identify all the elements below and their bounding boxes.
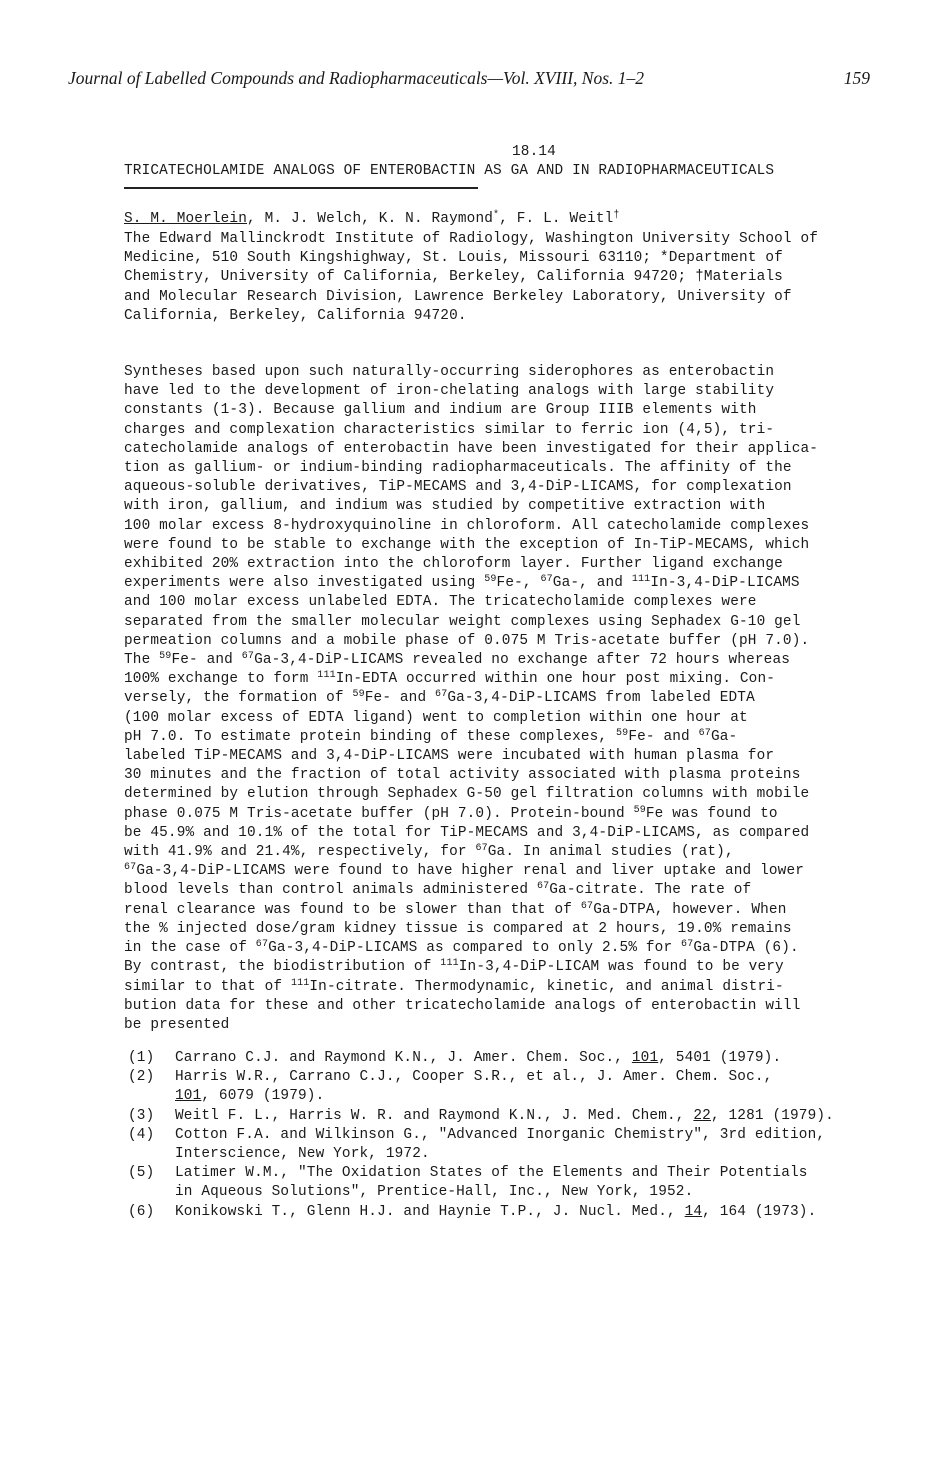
- reference-number: (2): [128, 1069, 155, 1086]
- reference-item: [128, 1164, 908, 1202]
- body-line: Syntheses based upon such naturally-occurring siderophores as enterobactin: [124, 364, 775, 380]
- body-line: have led to the development of iron-chelating analogs with large stability: [124, 383, 775, 400]
- text-run: In-3,4-DiP-LICAMS: [650, 575, 800, 592]
- reference-item: [128, 1107, 908, 1126]
- page-number: 159: [843, 68, 870, 88]
- text-run: Ga-: [710, 728, 738, 745]
- body-line: [124, 689, 904, 708]
- text-run: Weitl F. L., Harris W. R. and Raymond K.N., J. Med. Chem.,: [175, 1107, 694, 1124]
- reference-item: [128, 1068, 908, 1106]
- body-line: be presented: [124, 1016, 230, 1033]
- text-run: Ga-3,4-DiP-LICAMS were found to have higher renal and liver uptake and lower: [136, 863, 805, 880]
- affiliation-line: Chemistry, University of California, Berkeley, California 94720; †Materials: [124, 269, 783, 286]
- isotope-fe: 59: [484, 574, 497, 586]
- text-run: experiments were also investigated using: [124, 575, 485, 592]
- reference-line: Cotton F.A. and Wilkinson G., "Advanced Inorganic Chemistry", 3rd edition,: [175, 1126, 826, 1143]
- body-line: catecholamide analogs of enterobactin have been investigated for their applica-: [124, 440, 819, 457]
- body-line: with iron, gallium, and indium was studied by competitive extraction with: [124, 498, 766, 515]
- body-line: [124, 958, 904, 977]
- authors-last: , F. L. Weitl: [499, 211, 614, 227]
- journal-title: Journal of Labelled Compounds and Radiopharmaceuticals—Vol. XVIII, Nos. 1–2: [68, 68, 645, 88]
- reference-number: (5): [128, 1165, 155, 1182]
- text-run: pH 7.0. To estimate protein binding of these complexes,: [124, 728, 617, 745]
- reference-line: [175, 1203, 908, 1222]
- abstract-number: 18.14: [512, 144, 556, 160]
- body-line: tion as gallium- or indium-binding radiopharmaceuticals. The affinity of the: [124, 460, 792, 477]
- isotope-ga: 67: [475, 843, 488, 855]
- body-line: [124, 670, 904, 689]
- body-line: [124, 805, 904, 824]
- isotope-ga: 67: [124, 862, 137, 874]
- text-run: In-3,4-DiP-LICAM was found to be very: [458, 959, 784, 976]
- body-line: be 45.9% and 10.1% of the total for TiP-MECAMS and 3,4-DiP-LICAMS, as compared: [124, 824, 810, 841]
- author-star: *: [493, 210, 500, 221]
- reference-number: (4): [128, 1126, 155, 1143]
- text-run: Ga. In animal studies (rat),: [487, 844, 734, 861]
- text-run: The: [124, 652, 160, 669]
- text-run: By contrast, the biodistribution of: [124, 959, 441, 976]
- body-line: determined by elution through Sephadex G-50 gel filtration columns with mobile: [124, 786, 810, 803]
- reference-item: [128, 1203, 908, 1222]
- body-line: were found to be stable to exchange with the exception of In-TiP-MECAMS, which: [124, 536, 810, 553]
- text-run: with 41.9% and 21.4%, respectively, for: [124, 844, 476, 861]
- affiliation-line: California, Berkeley, California 94720.: [124, 307, 467, 324]
- reference-item: [128, 1126, 908, 1164]
- text-run: , 6079 (1979).: [201, 1088, 325, 1105]
- affiliation-line: Medicine, 510 South Kingshighway, St. Louis, Missouri 63110; *Department of: [124, 250, 783, 267]
- isotope-ga: 67: [435, 689, 448, 701]
- isotope-ga: 67: [536, 881, 550, 893]
- text-run: , 164 (1973).: [702, 1203, 817, 1220]
- reference-item: [128, 1049, 908, 1068]
- text-run: Ga-3,4-DiP-LICAMS revealed no exchange after 72 hours whereas: [254, 652, 791, 669]
- reference-line: Latimer W.M., "The Oxidation States of the Elements and Their Potentials: [175, 1165, 808, 1182]
- isotope-ga: 67: [681, 939, 694, 951]
- text-run: , 1281 (1979).: [710, 1107, 834, 1124]
- reference-list: [128, 1049, 908, 1222]
- text-run: Fe- and: [171, 652, 242, 669]
- isotope-ga: 67: [540, 574, 553, 586]
- body-line: charges and complexation characteristics similar to ferric ion (4,5), tri-: [124, 421, 775, 438]
- text-run: Ga-DTPA (6).: [693, 940, 799, 957]
- body-line: and 100 molar excess unlabeled EDTA. The tricatecholamide complexes were: [124, 594, 757, 611]
- isotope-in: 111: [317, 670, 336, 682]
- running-header: [68, 68, 870, 98]
- text-run: In-citrate. Thermodynamic, kinetic, and animal distri-: [309, 978, 784, 995]
- text-run: Fe-,: [496, 575, 541, 592]
- text-run: Fe- and: [364, 690, 436, 707]
- body-line: labeled TiP-MECAMS and 3,4-DiP-LICAMS were incubated with human plasma for: [124, 748, 775, 765]
- body-line: [124, 574, 904, 593]
- body-line: [124, 728, 904, 747]
- text-run: Ga-3,4-DiP-LICAMS as compared to only 2.5% for: [268, 940, 682, 957]
- body-line: [124, 901, 904, 920]
- body-line: separated from the smaller molecular weight complexes using Sephadex G-10 gel: [124, 613, 801, 630]
- reference-line: in Aqueous Solutions", Prentice-Hall, Inc., New York, 1952.: [175, 1184, 694, 1201]
- body-line: [124, 881, 904, 900]
- body-line: permeation columns and a mobile phase of 0.075 M Tris-acetate buffer (pH 7.0).: [124, 632, 810, 649]
- text-run: Carrano C.J. and Raymond K.N., J. Amer. Chem. Soc.,: [175, 1050, 632, 1066]
- body-line: 100 molar excess 8-hydroxyquinoline in chloroform. All catecholamide complexes: [124, 517, 810, 534]
- text-run: blood levels than control animals administered: [124, 882, 537, 899]
- body-line: aqueous-soluble derivatives, TiP-MECAMS and 3,4-DiP-LICAMS, for complexation: [124, 479, 792, 496]
- text-run: versely, the formation of: [124, 690, 353, 707]
- reference-volume: 101: [631, 1050, 659, 1066]
- text-run: renal clearance was found to be slower than that of: [124, 901, 581, 918]
- isotope-ga: 67: [255, 939, 269, 951]
- reference-volume: 14: [684, 1203, 703, 1220]
- isotope-fe: 59: [616, 727, 629, 739]
- isotope-fe: 59: [352, 689, 365, 701]
- authors-middle: , M. J. Welch, K. N. Raymond: [247, 211, 494, 227]
- text-run: in the case of: [124, 940, 256, 957]
- reference-line: [175, 1087, 908, 1106]
- reference-line: [175, 1049, 908, 1068]
- affiliation-line: and Molecular Research Division, Lawrence Berkeley Laboratory, University of: [124, 288, 792, 305]
- text-run: Fe was found to: [645, 805, 778, 822]
- text-run: similar to that of: [124, 978, 291, 995]
- title-rule: [124, 187, 478, 189]
- text-run: phase 0.075 M Tris-acetate buffer (pH 7.0). Protein-bound: [124, 805, 634, 822]
- body-line: [124, 939, 904, 958]
- isotope-ga: 67: [698, 727, 711, 739]
- reference-line: Interscience, New York, 1972.: [175, 1146, 430, 1163]
- body-line: bution data for these and other tricatecholamide analogs of enterobactin will: [124, 997, 801, 1014]
- body-line: constants (1-3). Because gallium and indium are Group IIIB elements with: [124, 402, 757, 419]
- isotope-fe: 59: [159, 651, 172, 663]
- author-list: [124, 210, 620, 229]
- isotope-in: 111: [631, 574, 651, 586]
- text-run: Ga-, and: [552, 575, 632, 592]
- reference-number: (1): [128, 1050, 155, 1066]
- body-line: [124, 862, 904, 881]
- body-line: 30 minutes and the fraction of total activity associated with plasma proteins: [124, 767, 801, 784]
- text-run: Ga-DTPA, however. When: [593, 901, 787, 918]
- body-line: [124, 978, 904, 997]
- body-line: (100 molar excess of EDTA ligand) went to completion within one hour at: [124, 709, 748, 726]
- reference-volume: 22: [693, 1107, 711, 1124]
- text-run: Fe- and: [628, 728, 699, 745]
- text-run: Ga-citrate. The rate of: [549, 882, 752, 899]
- presenting-author: S. M. Moerlein: [124, 211, 248, 227]
- author-dagger: †: [613, 210, 620, 221]
- isotope-ga: 67: [580, 900, 594, 912]
- text-run: , 5401 (1979).: [658, 1050, 782, 1066]
- isotope-in: 111: [440, 958, 459, 970]
- reference-number: (6): [128, 1203, 155, 1220]
- abstract-body: [124, 363, 904, 1035]
- paper-title: TRICATECHOLAMIDE ANALOGS OF ENTEROBACTIN AS GA AND IN RADIOPHARMACEUTICALS: [124, 163, 775, 179]
- text-run: 100% exchange to form: [124, 671, 318, 688]
- affiliation-line: The Edward Mallinckrodt Institute of Radiology, Washington University School of: [124, 231, 819, 247]
- text-run: Ga-3,4-DiP-LICAMS from labeled EDTA: [447, 690, 755, 707]
- body-line: [124, 651, 904, 670]
- body-line: [124, 843, 904, 862]
- affiliations: [124, 230, 904, 326]
- text-run: In-EDTA occurred within one hour post mixing. Con-: [335, 671, 776, 688]
- body-line: exhibited 20% extraction into the chloroform layer. Further ligand exchange: [124, 556, 783, 573]
- isotope-fe: 59: [633, 804, 646, 816]
- body-line: the % injected dose/gram kidney tissue is compared at 2 hours, 19.0% remains: [124, 920, 792, 937]
- reference-number: (3): [128, 1107, 155, 1124]
- reference-line: [175, 1107, 908, 1126]
- text-run: Konikowski T., Glenn H.J. and Haynie T.P., J. Nucl. Med.,: [175, 1203, 685, 1220]
- isotope-in: 111: [290, 977, 310, 989]
- isotope-ga: 67: [241, 651, 255, 663]
- reference-volume: 101: [175, 1088, 202, 1105]
- reference-line: Harris W.R., Carrano C.J., Cooper S.R., et al., J. Amer. Chem. Soc.,: [175, 1069, 773, 1086]
